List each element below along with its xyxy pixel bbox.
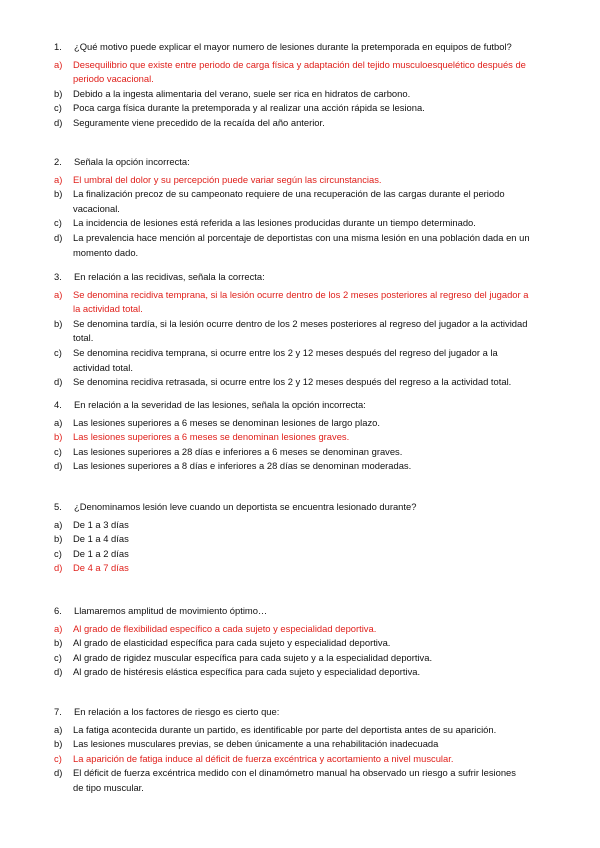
answer-option — [0, 547, 600, 560]
answer-option — [0, 622, 600, 635]
option-text: De 1 a 2 días — [73, 547, 129, 559]
question-5 — [0, 500, 600, 513]
answer-option — [0, 430, 600, 443]
option-letter: a) — [54, 288, 63, 300]
answer-option-continuation — [0, 361, 600, 374]
question-number: 5. — [54, 501, 62, 512]
option-text: La aparición de fatiga induce al déficit de fuerza excéntrica y acortamiento a nivel muscular. — [73, 752, 454, 764]
option-text: Se denomina recidiva temprana, si la lesión ocurre dentro de los 2 meses posteriores al regreso del jugador a — [73, 288, 529, 300]
answer-option — [0, 317, 600, 330]
option-letter: d) — [54, 232, 63, 243]
answer-option — [0, 116, 600, 129]
question-4 — [0, 398, 600, 411]
option-text: vacacional. — [73, 202, 120, 214]
option-text: Las lesiones superiores a 6 meses se denominan lesiones graves. — [73, 431, 350, 443]
question-text: Llamaremos amplitud de movimiento óptimo… — [74, 605, 268, 616]
option-text: total. — [73, 332, 94, 344]
answer-option — [0, 58, 600, 71]
answer-option — [0, 445, 600, 458]
option-text: actividad total. — [73, 361, 133, 373]
option-text: Las lesiones superiores a 8 días e inferiores a 28 días se denominan moderadas. — [73, 460, 412, 472]
question-2 — [0, 155, 600, 168]
option-text: De 1 a 4 días — [73, 533, 129, 545]
option-text: de tipo muscular. — [73, 782, 144, 793]
option-text: Las lesiones superiores a 28 días e inferiores a 6 meses se denominan graves. — [73, 445, 403, 457]
answer-option — [0, 173, 600, 186]
option-letter: b) — [54, 533, 63, 545]
answer-option — [0, 532, 600, 545]
answer-option-continuation — [0, 202, 600, 215]
question-text: Señala la opción incorrecta: — [74, 156, 190, 167]
option-letter: c) — [54, 102, 62, 114]
answer-option — [0, 665, 600, 678]
answer-option — [0, 737, 600, 750]
answer-option — [0, 288, 600, 301]
option-letter: d) — [54, 460, 63, 472]
option-text: la actividad total. — [73, 303, 143, 315]
option-text: El umbral del dolor y su percepción puede variar según las circunstancias. — [73, 173, 382, 185]
option-letter: c) — [54, 445, 62, 457]
question-3 — [0, 270, 600, 283]
question-text: En relación a la severidad de las lesiones, señala la opción incorrecta: — [74, 399, 366, 410]
option-text: momento dado. — [73, 246, 139, 258]
question-number: 7. — [54, 706, 62, 717]
option-text: Al grado de rigidez muscular específica para cada sujeto y a la especialidad deportiva. — [73, 651, 433, 663]
answer-option-continuation — [0, 302, 600, 315]
option-letter: b) — [54, 87, 63, 99]
option-text: La fatiga acontecida durante un partido, es identificable por parte del deportista antes de su aparición. — [73, 723, 497, 735]
question-number: 3. — [54, 271, 62, 282]
answer-option — [0, 752, 600, 765]
option-letter: a) — [54, 518, 63, 530]
option-letter: a) — [54, 173, 63, 185]
answer-option — [0, 375, 600, 388]
option-letter: c) — [54, 651, 62, 663]
question-7 — [0, 705, 600, 718]
option-text: De 4 a 7 días — [73, 562, 129, 574]
option-text: Al grado de flexibilidad específico a cada sujeto y especialidad deportiva. — [73, 622, 377, 634]
option-letter: c) — [54, 547, 62, 559]
answer-option — [0, 416, 600, 429]
option-letter: b) — [54, 188, 63, 200]
option-letter: b) — [54, 637, 63, 649]
option-text: Al grado de histéresis elástica específica para cada sujeto y especialidad deportiva. — [73, 666, 421, 678]
question-text: ¿Qué motivo puede explicar el mayor numero de lesiones durante la pretemporada en equipos de futbol? — [74, 41, 512, 52]
option-text: Seguramente viene precedido de la recaída del año anterior. — [73, 117, 325, 128]
answer-option — [0, 651, 600, 664]
answer-option — [0, 723, 600, 736]
option-text: Se denomina recidiva retrasada, si ocurre entre los 2 y 12 meses después del regreso a la actividad total. — [73, 376, 512, 388]
answer-option-continuation — [0, 246, 600, 259]
option-text: Las lesiones superiores a 6 meses se denominan lesiones de largo plazo. — [73, 416, 380, 428]
answer-option-continuation — [0, 331, 600, 344]
answer-option-continuation — [0, 72, 600, 85]
answer-option — [0, 459, 600, 472]
answer-option — [0, 87, 600, 100]
answer-option — [0, 561, 600, 574]
answer-option — [0, 766, 600, 779]
question-6 — [0, 604, 600, 617]
option-text: Debido a la ingesta alimentaria del verano, suele ser rica en hidratos de carbono. — [73, 87, 411, 99]
question-number: 2. — [54, 156, 62, 167]
answer-option — [0, 346, 600, 359]
answer-option — [0, 187, 600, 200]
option-letter: d) — [54, 376, 63, 388]
question-text: En relación a las recidivas, señala la correcta: — [74, 271, 265, 282]
option-text: Se denomina recidiva temprana, si ocurre entre los 2 y 12 meses después del regreso del jugador a la — [73, 347, 498, 358]
option-text: Desequilibrio que existe entre periodo de carga física y adaptación del tejido musculoesquelético después de — [73, 58, 526, 70]
option-text: La finalización precoz de su campeonato requiere de una recuperación de las cargas durante el periodo — [73, 188, 505, 200]
answer-option — [0, 636, 600, 649]
option-text: periodo vacacional. — [73, 73, 154, 85]
option-letter: d) — [54, 767, 63, 779]
option-text: La incidencia de lesiones está referida a las lesiones producidas durante un tiempo determinado. — [73, 217, 476, 229]
question-1 — [0, 40, 600, 53]
option-text: Se denomina tardía, si la lesión ocurre dentro de los 2 meses posteriores al regreso del jugador a la actividad — [73, 317, 528, 329]
question-number: 1. — [54, 41, 62, 52]
answer-option — [0, 216, 600, 229]
option-text: De 1 a 3 días — [73, 518, 129, 530]
answer-option — [0, 101, 600, 114]
option-letter: a) — [54, 723, 63, 735]
answer-option — [0, 231, 600, 244]
question-text: ¿Denominamos lesión leve cuando un deportista se encuentra lesionado durante? — [74, 501, 417, 512]
question-number: 4. — [54, 399, 62, 410]
option-letter: d) — [54, 562, 63, 574]
option-letter: a) — [54, 58, 63, 70]
answer-option-continuation — [0, 781, 600, 794]
option-letter: d) — [54, 117, 63, 128]
option-text: Al grado de elasticidad específica para cada sujeto y especialidad deportiva. — [73, 637, 391, 649]
option-letter: d) — [54, 666, 63, 678]
option-letter: c) — [54, 217, 62, 229]
option-text: Las lesiones musculares previas, se deben únicamente a una rehabilitación inadecuada — [73, 738, 439, 750]
option-text: Poca carga física durante la pretemporada y al realizar una acción rápida se lesiona. — [73, 102, 425, 114]
option-letter: b) — [54, 738, 63, 750]
option-letter: c) — [54, 347, 62, 358]
option-letter: b) — [54, 317, 63, 329]
option-letter: b) — [54, 431, 63, 443]
answer-option — [0, 518, 600, 531]
question-text: En relación a los factores de riesgo es cierto que: — [74, 706, 280, 717]
option-letter: a) — [54, 622, 63, 634]
option-text: El déficit de fuerza excéntrica medido con el dinamómetro manual ha observado un riesgo a sufrir lesiones — [73, 767, 516, 779]
option-letter: a) — [54, 416, 63, 428]
option-letter: c) — [54, 752, 62, 764]
option-text: La prevalencia hace mención al porcentaje de deportistas con una misma lesión en una población dada en un — [73, 232, 530, 243]
question-number: 6. — [54, 605, 62, 616]
